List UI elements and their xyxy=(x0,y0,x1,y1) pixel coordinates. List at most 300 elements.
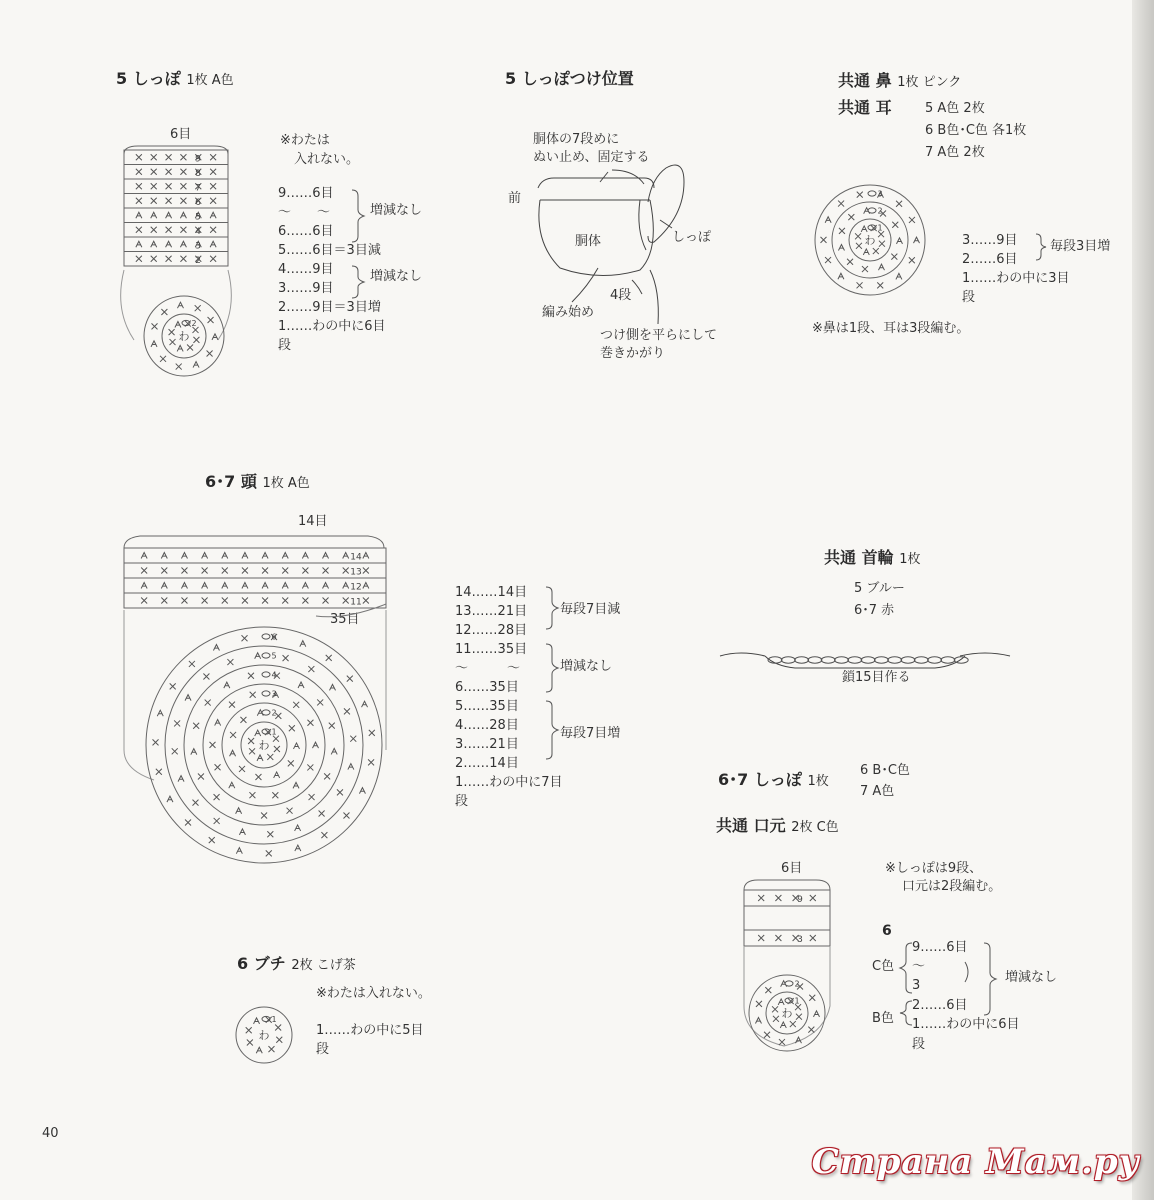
magic-ring-label: わ xyxy=(781,1007,793,1020)
stitch-decrease-mark xyxy=(343,553,349,559)
collar-line-1: 5 ブルー xyxy=(854,581,905,596)
tail5-row-band xyxy=(124,208,228,223)
stitch-x-mark xyxy=(172,748,178,754)
stitch-x-mark xyxy=(169,329,175,335)
stitch-x-mark xyxy=(756,1001,762,1007)
stitch-x-mark xyxy=(141,568,147,574)
stitch-x-mark xyxy=(326,655,332,661)
stitch-decrease-mark xyxy=(161,583,167,589)
stitch-x-mark xyxy=(181,568,187,574)
stitch-decrease-mark xyxy=(242,553,248,559)
stitch-x-mark xyxy=(775,935,781,941)
head67-legend-row: 12……28目 xyxy=(455,623,528,638)
stitch-decrease-mark xyxy=(215,720,221,726)
stitch-x-mark xyxy=(302,598,308,604)
tail5-row-band xyxy=(124,194,228,209)
stitch-decrease-mark xyxy=(323,583,329,589)
tail67-row-band xyxy=(744,930,830,946)
stitch-x-mark xyxy=(248,673,254,679)
stitch-x-mark xyxy=(809,995,815,1001)
stitch-x-mark xyxy=(329,723,335,729)
tail5-legend-row: 1……わの中に6目 xyxy=(278,319,386,334)
tail67-note-1: ※しっぽは9段、 xyxy=(885,861,983,876)
stitch-x-mark xyxy=(166,227,172,233)
spot6-legend-2: 段 xyxy=(316,1042,330,1057)
head67-title: 6･7 頭 1枚 A色 xyxy=(205,472,310,491)
stitch-decrease-mark xyxy=(300,641,306,647)
stitch-x-mark xyxy=(308,666,314,672)
head67-brace-1: 毎段7目減 xyxy=(560,602,621,617)
chain-stitch-mark xyxy=(262,710,270,715)
stitch-x-mark xyxy=(166,169,172,175)
stitch-x-mark xyxy=(166,198,172,204)
stitch-decrease-mark xyxy=(141,583,147,589)
stitch-x-mark xyxy=(289,725,295,731)
tail5pos-row4: 4段 xyxy=(610,288,632,303)
stitch-x-mark xyxy=(180,183,186,189)
stitch-x-mark xyxy=(202,568,208,574)
tail67-title: 6･7 しっぽ 1枚 xyxy=(718,770,829,789)
stitch-x-mark xyxy=(274,746,280,752)
round-number-label: 6 xyxy=(271,632,277,642)
stitch-x-mark xyxy=(222,598,228,604)
stitch-decrease-mark xyxy=(274,772,280,778)
round-number-label: 1 xyxy=(794,996,800,1006)
tail67-brace: 増減なし xyxy=(1005,970,1058,985)
stitch-decrease-mark xyxy=(293,782,299,788)
stitch-decrease-mark xyxy=(224,682,230,688)
round-number-label: 3 xyxy=(877,189,883,199)
collar-line-2: 6･7 赤 xyxy=(854,603,895,618)
row-number-label: 4 xyxy=(195,226,201,237)
row-number-label: 14 xyxy=(350,552,362,563)
stitch-x-mark xyxy=(210,742,216,748)
stitch-x-mark xyxy=(764,1032,770,1038)
tail5-row-band xyxy=(124,237,228,252)
tail5pos-front: 前 xyxy=(508,191,522,206)
stitch-decrease-mark xyxy=(343,583,349,589)
collar-chain-loop xyxy=(874,657,888,663)
stitch-decrease-mark xyxy=(362,701,368,707)
tail67-row-band xyxy=(744,890,830,906)
round-number-label: 3 xyxy=(271,689,277,699)
round-number-label: 1 xyxy=(877,223,883,233)
head67-brace-2: 増減なし xyxy=(560,659,613,674)
tail5-row-band xyxy=(124,150,228,165)
stitch-x-mark xyxy=(892,222,898,228)
stitch-decrease-mark xyxy=(222,583,228,589)
stitch-x-mark xyxy=(347,676,353,682)
row-number-label: 8 xyxy=(195,168,201,179)
stitch-decrease-mark xyxy=(298,682,304,688)
stitch-decrease-mark xyxy=(210,212,216,218)
magic-ring-label: わ xyxy=(864,234,876,247)
stitch-decrease-mark xyxy=(202,553,208,559)
tail67-legend-row: 段 xyxy=(912,1037,926,1052)
collar-chain-loop xyxy=(808,657,822,663)
spot6-title: 6 ブチ 2枚 こげ茶 xyxy=(237,954,356,973)
stitch-x-mark xyxy=(210,256,216,262)
stitch-decrease-mark xyxy=(348,764,354,770)
stitch-decrease-mark xyxy=(293,743,299,749)
tail5-note-1: ※わたは xyxy=(280,133,330,148)
collar-chain-loop xyxy=(861,657,875,663)
stitch-x-mark xyxy=(272,792,278,798)
chain-stitch-mark xyxy=(785,981,793,986)
stitch-decrease-mark xyxy=(167,796,173,802)
stitch-decrease-mark xyxy=(896,238,902,244)
stitch-x-mark xyxy=(317,699,323,705)
stitch-decrease-mark xyxy=(212,334,218,340)
stitch-x-mark xyxy=(909,217,915,223)
head-side-lines xyxy=(124,610,386,780)
stitch-x-mark xyxy=(170,683,176,689)
stitch-x-mark xyxy=(189,661,195,667)
stitch-x-mark xyxy=(307,764,313,770)
collar-title: 共通 首輪 1枚 xyxy=(824,548,921,567)
stitch-x-mark xyxy=(136,154,142,160)
tail67-note-2: 口元は2段編む。 xyxy=(902,879,1002,894)
stitch-x-mark xyxy=(198,774,204,780)
tail5-legend-row: 5……6目＝3目減 xyxy=(278,243,381,258)
round-number-label: 4 xyxy=(271,670,277,680)
stitch-x-mark xyxy=(141,598,147,604)
stitch-x-mark xyxy=(344,708,350,714)
nose-brace: 毎段3目増 xyxy=(1050,239,1111,254)
stitch-x-mark xyxy=(161,598,167,604)
stitch-x-mark xyxy=(282,598,288,604)
stitch-x-mark xyxy=(267,754,273,760)
head67-legend-row: 4……28目 xyxy=(455,718,519,733)
stitch-x-mark xyxy=(337,789,343,795)
stitch-decrease-mark xyxy=(136,241,142,247)
tail5pos-annot-1: 胴体の7段めに xyxy=(533,132,620,147)
stitch-decrease-mark xyxy=(262,583,268,589)
head67-legend-row: 6……35目 xyxy=(455,680,519,695)
stitch-decrease-mark xyxy=(177,302,183,308)
stitch-x-mark xyxy=(136,169,142,175)
tail67-b-color: B色 xyxy=(872,1011,894,1026)
stitch-x-mark xyxy=(321,832,327,838)
head67-legend-row: 14……14目 xyxy=(455,585,528,600)
stitch-x-mark xyxy=(273,736,279,742)
stitch-x-mark xyxy=(343,812,349,818)
tail67-c-color: C色 xyxy=(872,959,895,974)
stitch-decrease-mark xyxy=(913,237,919,243)
stitch-x-mark xyxy=(838,201,844,207)
stitch-decrease-mark xyxy=(878,264,884,270)
stitch-x-mark xyxy=(136,183,142,189)
stitch-x-mark xyxy=(293,702,299,708)
stitch-decrease-mark xyxy=(778,999,784,1005)
stitch-x-mark xyxy=(857,282,863,288)
chain-stitch-mark xyxy=(262,653,270,658)
stitch-x-mark xyxy=(808,1027,814,1033)
stitch-x-mark xyxy=(176,364,182,370)
tail5pos-drawing xyxy=(538,165,684,324)
stitch-x-mark xyxy=(790,1021,796,1027)
stitch-decrease-mark xyxy=(185,695,191,701)
stitch-x-mark xyxy=(255,774,261,780)
stitch-decrease-mark xyxy=(896,273,902,279)
stitch-x-mark xyxy=(151,154,157,160)
stitch-x-mark xyxy=(287,808,293,814)
stitch-x-mark xyxy=(136,227,142,233)
stitch-decrease-mark xyxy=(257,755,263,761)
stitch-decrease-mark xyxy=(242,583,248,589)
page-number: 40 xyxy=(42,1126,59,1141)
head67-brace-3: 毎段7目増 xyxy=(560,726,621,741)
stitch-x-mark xyxy=(151,256,157,262)
tail67-legend-row: 3 xyxy=(912,978,921,993)
stitch-x-mark xyxy=(174,720,180,726)
head67-legend-row: 5……35目 xyxy=(455,699,519,714)
row-number-label: 7 xyxy=(195,183,201,194)
nose-legend-row: 段 xyxy=(962,290,976,305)
stitch-x-mark xyxy=(180,169,186,175)
stitch-x-mark xyxy=(230,732,236,738)
tail5pos-sew-1: つけ側を平らにして xyxy=(600,328,718,343)
nose-title: 共通 鼻 1枚 ピンク xyxy=(838,71,962,90)
tail5-legend-row: ～ ～ xyxy=(278,205,331,220)
collar-chain-loop xyxy=(888,657,902,663)
tail5-brace-1: 増減なし xyxy=(370,203,423,218)
collar-chain-label: 鎖15目作る xyxy=(842,670,911,685)
stitch-x-mark xyxy=(239,766,245,772)
stitch-x-mark xyxy=(192,800,198,806)
tail67-guide-lines xyxy=(744,946,830,1046)
chain-stitch-mark xyxy=(262,691,270,696)
stitch-decrease-mark xyxy=(255,653,261,659)
tail5pos-sew-2: 巻きかがり xyxy=(600,346,666,361)
head67-legend-row: 3……21目 xyxy=(455,737,519,752)
stitch-decrease-mark xyxy=(755,1017,761,1023)
tail5-legend-row: 6……6目 xyxy=(278,224,334,239)
stitch-x-mark xyxy=(796,1014,802,1020)
stitch-decrease-mark xyxy=(363,553,369,559)
stitch-x-mark xyxy=(839,228,845,234)
collar-chain-drawing xyxy=(720,653,1010,668)
tail5pos-annot-2: ぬい止め、固定する xyxy=(533,150,650,165)
stitch-decrease-mark xyxy=(210,241,216,247)
stitch-decrease-mark xyxy=(151,341,157,347)
stitch-x-mark xyxy=(209,837,215,843)
head67-legend-row: ～ ～ xyxy=(455,661,521,676)
stitch-x-mark xyxy=(282,568,288,574)
stitch-x-mark xyxy=(136,198,142,204)
stitch-decrease-mark xyxy=(863,249,869,255)
stitch-x-mark xyxy=(262,598,268,604)
stitch-x-mark xyxy=(896,201,902,207)
stitch-x-mark xyxy=(773,1016,779,1022)
tail67-top-count: 6目 xyxy=(781,861,803,876)
row-number-label: 9 xyxy=(195,154,201,165)
collar-chain-loop xyxy=(954,657,968,663)
stitch-decrease-mark xyxy=(157,710,163,716)
head-row-band xyxy=(124,593,386,608)
stitch-x-mark xyxy=(136,256,142,262)
row-number-label: 13 xyxy=(350,567,362,578)
magic-ring-label: わ xyxy=(258,739,270,752)
stitch-decrease-mark xyxy=(780,1022,786,1028)
stitch-x-mark xyxy=(180,256,186,262)
stitch-decrease-mark xyxy=(177,345,183,351)
head-row-band xyxy=(124,563,386,578)
tail67-legend-row: 2……6目 xyxy=(912,998,968,1013)
tail5-row-band xyxy=(124,179,228,194)
tail67-legend-row: 9……6目 xyxy=(912,940,968,955)
nose-legend-row: 1……わの中に3目 xyxy=(962,271,1070,286)
stitch-x-mark xyxy=(166,256,172,262)
stitch-x-mark xyxy=(240,717,246,723)
stitch-x-mark xyxy=(210,198,216,204)
stitch-x-mark xyxy=(166,183,172,189)
head67-legend-row: 段 xyxy=(455,794,469,809)
stitch-x-mark xyxy=(160,356,166,362)
tail5-brace-2: 増減なし xyxy=(370,269,423,284)
stitch-decrease-mark xyxy=(236,848,242,854)
stitch-x-mark xyxy=(180,198,186,204)
chain-stitch-mark xyxy=(868,208,876,213)
row-number-label: 12 xyxy=(350,582,362,593)
collar-chain-loop xyxy=(914,657,928,663)
collar-chain-loop xyxy=(835,657,849,663)
stitch-decrease-mark xyxy=(181,583,187,589)
stitch-x-mark xyxy=(166,154,172,160)
stitch-x-mark xyxy=(856,243,862,249)
stitch-x-mark xyxy=(222,568,228,574)
stitch-decrease-mark xyxy=(166,212,172,218)
stitch-x-mark xyxy=(891,254,897,260)
stitch-decrease-mark xyxy=(213,644,219,650)
stitch-x-mark xyxy=(161,568,167,574)
tail5pos-tail: しっぽ xyxy=(672,230,712,245)
stitch-decrease-mark xyxy=(239,829,245,835)
stitch-x-mark xyxy=(205,700,211,706)
head67-legend-row: 1……わの中に7目 xyxy=(455,775,563,790)
chain-stitch-mark xyxy=(868,191,876,196)
row-number-label: 6 xyxy=(195,197,201,208)
stitch-decrease-mark xyxy=(151,241,157,247)
stitch-x-mark xyxy=(810,895,816,901)
stitch-decrease-mark xyxy=(312,742,318,748)
stitch-x-mark xyxy=(363,568,369,574)
stitch-x-mark xyxy=(152,323,158,329)
stitch-x-mark xyxy=(208,317,214,323)
stitch-x-mark xyxy=(262,568,268,574)
stitch-x-mark xyxy=(779,1039,785,1045)
stitch-x-mark xyxy=(343,568,349,574)
stitch-x-mark xyxy=(210,183,216,189)
stitch-x-mark xyxy=(247,1039,253,1045)
round-number-label: 5 xyxy=(271,651,277,661)
stitch-decrease-mark xyxy=(363,583,369,589)
stitch-x-mark xyxy=(153,739,159,745)
tail5-guide-lines xyxy=(121,270,232,340)
tail5-row-band xyxy=(124,165,228,180)
tail5-legend-row: 段 xyxy=(278,338,292,353)
magic-ring-label: わ xyxy=(258,1029,270,1042)
spot6-legend-1: 1……わの中に5目 xyxy=(316,1023,424,1038)
stitch-x-mark xyxy=(758,895,764,901)
stitch-decrease-mark xyxy=(229,782,235,788)
stitch-x-mark xyxy=(210,227,216,233)
stitch-decrease-mark xyxy=(295,845,301,851)
stitch-decrease-mark xyxy=(166,241,172,247)
collar-chain-loop xyxy=(848,657,862,663)
stitch-decrease-mark xyxy=(838,244,844,250)
row-number-label: 2 xyxy=(195,255,201,266)
stitch-x-mark xyxy=(275,1025,281,1031)
stitch-x-mark xyxy=(193,723,199,729)
stitch-x-mark xyxy=(249,792,255,798)
stitch-decrease-mark xyxy=(161,553,167,559)
watermark-logo: Страна Мам.ру xyxy=(811,1142,1140,1182)
stitch-x-mark xyxy=(288,760,294,766)
stitch-x-mark xyxy=(229,702,235,708)
stitch-x-mark xyxy=(170,339,176,345)
tail67-legend-head: 6 xyxy=(882,923,892,939)
stitch-x-mark xyxy=(249,748,255,754)
stitch-decrease-mark xyxy=(262,553,268,559)
mouth-title: 共通 口元 2枚 C色 xyxy=(716,816,839,835)
stitch-decrease-mark xyxy=(141,553,147,559)
stitch-decrease-mark xyxy=(254,1018,260,1024)
stitch-x-mark xyxy=(276,1037,282,1043)
stitch-x-mark xyxy=(848,214,854,220)
collar-chain-loop xyxy=(928,657,942,663)
nose-ear-note: ※鼻は1段、耳は3段編む。 xyxy=(812,321,970,336)
stitch-decrease-mark xyxy=(359,788,365,794)
stitch-x-mark xyxy=(181,598,187,604)
head67-braces xyxy=(546,587,558,759)
stitch-decrease-mark xyxy=(236,808,242,814)
stitch-x-mark xyxy=(772,1006,778,1012)
stitch-x-mark xyxy=(242,635,248,641)
tail5pos-body: 胴体 xyxy=(575,234,602,249)
tail5-legend-row: 9……6目 xyxy=(278,186,334,201)
stitch-x-mark xyxy=(877,282,883,288)
head67-side-count: 35目 xyxy=(330,612,360,627)
ear-line-2: 6 B色･C色 各1枚 xyxy=(925,123,1027,138)
head67-legend-row: 13……21目 xyxy=(455,604,528,619)
tail5-legend-row: 4……9目 xyxy=(278,262,334,277)
stitch-x-mark xyxy=(248,738,254,744)
tail67-side-lines xyxy=(744,906,830,930)
stitch-x-mark xyxy=(202,598,208,604)
stitch-x-mark xyxy=(268,1046,274,1052)
stitch-decrease-mark xyxy=(222,553,228,559)
stitch-decrease-mark xyxy=(861,226,867,232)
tail67-braces xyxy=(900,940,996,1025)
ear-title: 共通 耳 xyxy=(838,98,892,117)
row-number-label: 11 xyxy=(350,597,362,608)
stitch-x-mark xyxy=(261,812,267,818)
collar-chain-loop xyxy=(795,657,809,663)
collar-chain-loop xyxy=(901,657,915,663)
stitch-x-mark xyxy=(246,1027,252,1033)
stitch-x-mark xyxy=(765,987,771,993)
stitch-decrease-mark xyxy=(323,553,329,559)
stitch-x-mark xyxy=(821,237,827,243)
stitch-x-mark xyxy=(210,169,216,175)
stitch-decrease-mark xyxy=(256,1047,262,1053)
stitch-decrease-mark xyxy=(193,362,199,368)
stitch-x-mark xyxy=(283,655,289,661)
tail5-row-band xyxy=(124,223,228,238)
stitch-decrease-mark xyxy=(838,273,844,279)
stitch-x-mark xyxy=(151,227,157,233)
